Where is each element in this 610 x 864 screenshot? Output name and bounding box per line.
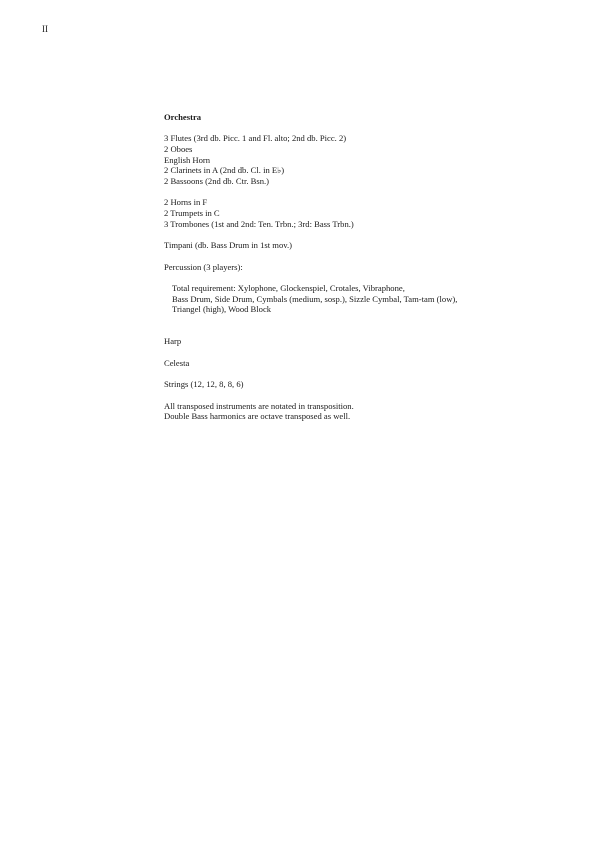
page-number: II <box>42 24 48 34</box>
spacer <box>164 369 584 380</box>
transposition-note: All transposed instruments are notated in transposition. <box>164 400 354 411</box>
spacer <box>164 251 584 262</box>
harmonics-note: Double Bass harmonics are octave transposed as well. <box>164 411 351 422</box>
percussion-title: Percussion (3 players): <box>164 261 243 272</box>
spacer <box>164 272 584 283</box>
spacer <box>164 230 584 241</box>
celesta-line: Celesta <box>164 357 190 368</box>
woodwind-bassoons: 2 Bassoons (2nd db. Ctr. Bsn.) <box>164 176 270 187</box>
spacer <box>164 187 584 198</box>
strings-line: Strings (12, 12, 8, 8, 6) <box>164 379 244 390</box>
percussion-requirements <box>164 283 584 315</box>
woodwind-flutes: 3 Flutes (3rd db. Picc. 1 and Fl. alto; 2nd db. Picc. 2) <box>164 133 347 144</box>
timpani-line: Timpani (db. Bass Drum in 1st mov.) <box>164 240 293 251</box>
harp-line: Harp <box>164 336 182 347</box>
woodwind-oboes: 2 Oboes <box>164 143 193 154</box>
brass-horns: 2 Horns in F <box>164 197 208 208</box>
percussion-line: Triangel (high), Wood Block <box>172 304 272 315</box>
spacer <box>164 390 584 401</box>
woodwind-clarinets: 2 Clarinets in A (2nd db. Cl. in E♭) <box>164 165 285 176</box>
section-heading: Orchestra <box>164 112 202 122</box>
woodwind-english-horn: English Horn <box>164 154 211 165</box>
notes-group <box>164 401 584 422</box>
percussion-line: Bass Drum, Side Drum, Cymbals (medium, sosp.), Sizzle Cymbal, Tam-tam (low), <box>172 293 458 304</box>
brass-trombones: 3 Trombones (1st and 2nd: Ten. Trbn.; 3rd: Bass Trbn.) <box>164 218 354 229</box>
brass-trumpets: 2 Trumpets in C <box>164 208 220 219</box>
brass-group <box>164 197 584 229</box>
percussion-line: Total requirement: Xylophone, Glockenspiel, Crotales, Vibraphone, <box>172 282 405 293</box>
spacer <box>164 347 584 358</box>
spacer <box>164 315 584 336</box>
woodwinds-group <box>164 133 584 187</box>
instrumentation-list <box>164 112 584 422</box>
